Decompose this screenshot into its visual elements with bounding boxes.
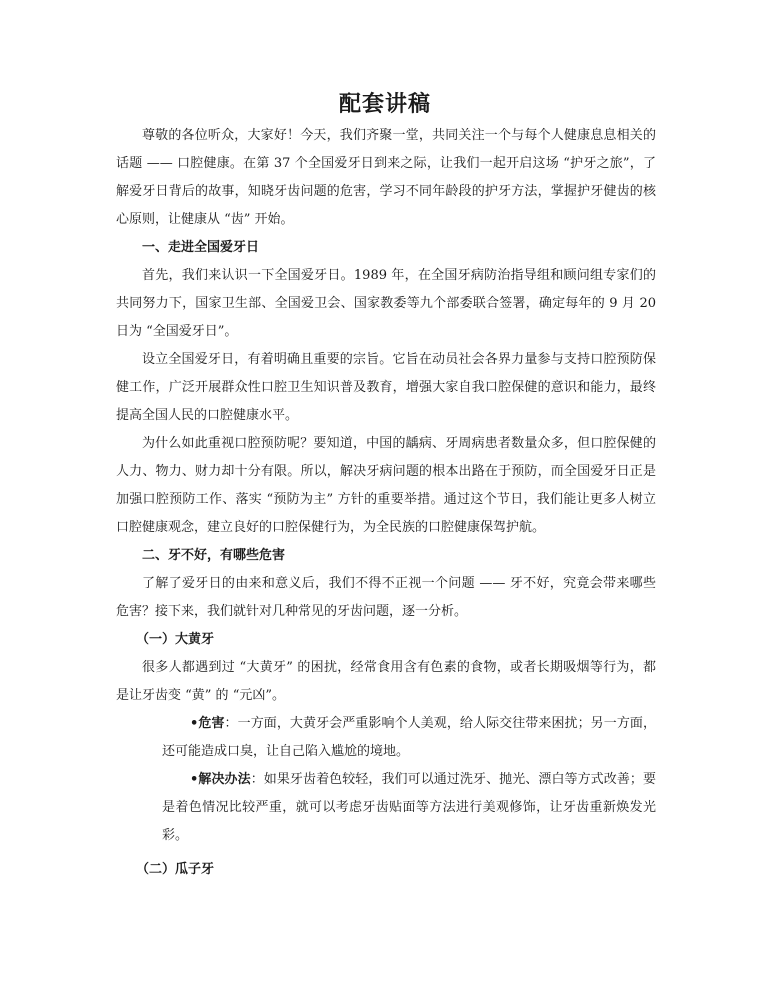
solution-text: ：如果牙齿着色较轻，我们可以通过洗牙、抛光、漂白等方式改善；要是着色情况比较严重，就可以考虑牙齿贴面等方法进行美观修饰，让牙齿重新焕发光彩。 <box>162 772 656 843</box>
bullet-harm <box>116 710 656 766</box>
harm-label: 危害 <box>198 716 225 731</box>
section-heading-1: 一、走进全国爱牙日 <box>142 240 260 255</box>
solution-label: 解决办法 <box>198 772 251 787</box>
harm-text: ：一方面，大黄牙会严重影响个人美观，给人际交往带来困扰；另一方面，还可能造成口臭，让自己陷入尴尬的境地。 <box>162 716 656 759</box>
bullet-dot-icon: • <box>190 716 199 731</box>
section-heading-2: 二、牙不好，有哪些危害 <box>142 548 286 563</box>
section1-paragraph-1: 首先，我们来认识一下全国爱牙日。1989 年，在全国牙病防治指导组和顾问组专家们的共同努力下，国家卫生部、全国爱卫会、国家教委等九个部委联合签署，确定每年的 9 月 20 日为 “全国爱牙日”。 <box>116 268 656 339</box>
subsection1-paragraph: 很多人都遇到过 “大黄牙” 的困扰，经常食用含有色素的食物，或者长期吸烟等行为，都是让牙齿变 “黄” 的 “元凶”。 <box>116 660 656 703</box>
section1-paragraph-2: 设立全国爱牙日，有着明确且重要的宗旨。它旨在动员社会各界力量参与支持口腔预防保健工作，广泛开展群众性口腔卫生知识普及教育，增强大家自我口腔保健的意识和能力，最终提高全国人民的口腔健康水平。 <box>116 352 656 423</box>
subsection-heading-1: （一）大黄牙 <box>136 632 215 647</box>
intro-paragraph: 尊敬的各位听众，大家好！今天，我们齐聚一堂，共同关注一个与每个人健康息息相关的话题 —— 口腔健康。在第 37 个全国爱牙日到来之际，让我们一起开启这场 “护牙之旅”，了解爱牙日背后的故事，知晓牙齿问题的危害，学习不同年龄段的护牙方法，掌握护牙健齿的核心原则，让健康从 “齿” 开始。 <box>116 128 656 227</box>
bullet-dot-icon: • <box>190 772 199 787</box>
page-title: 配套讲稿 <box>338 92 431 117</box>
subsection-heading-2: （二）瓜子牙 <box>136 862 215 877</box>
section1-paragraph-3: 为什么如此重视口腔预防呢？要知道，中国的龋病、牙周病患者数量众多，但口腔保健的人力、物力、财力却十分有限。所以，解决牙病问题的根本出路在于预防，而全国爱牙日正是加强口腔预防工作、落实 “预防为主” 方针的重要举措。通过这个节日，我们能让更多人树立口腔健康观念，建立良好的口腔保健行为，为全民族的口腔健康保驾护航。 <box>116 436 656 535</box>
bullet-solution <box>116 766 656 850</box>
document-body <box>116 122 656 884</box>
section2-paragraph-1: 了解了爱牙日的由来和意义后，我们不得不正视一个问题 —— 牙不好，究竟会带来哪些危害？接下来，我们就针对几种常见的牙齿问题，逐一分析。 <box>116 576 656 619</box>
